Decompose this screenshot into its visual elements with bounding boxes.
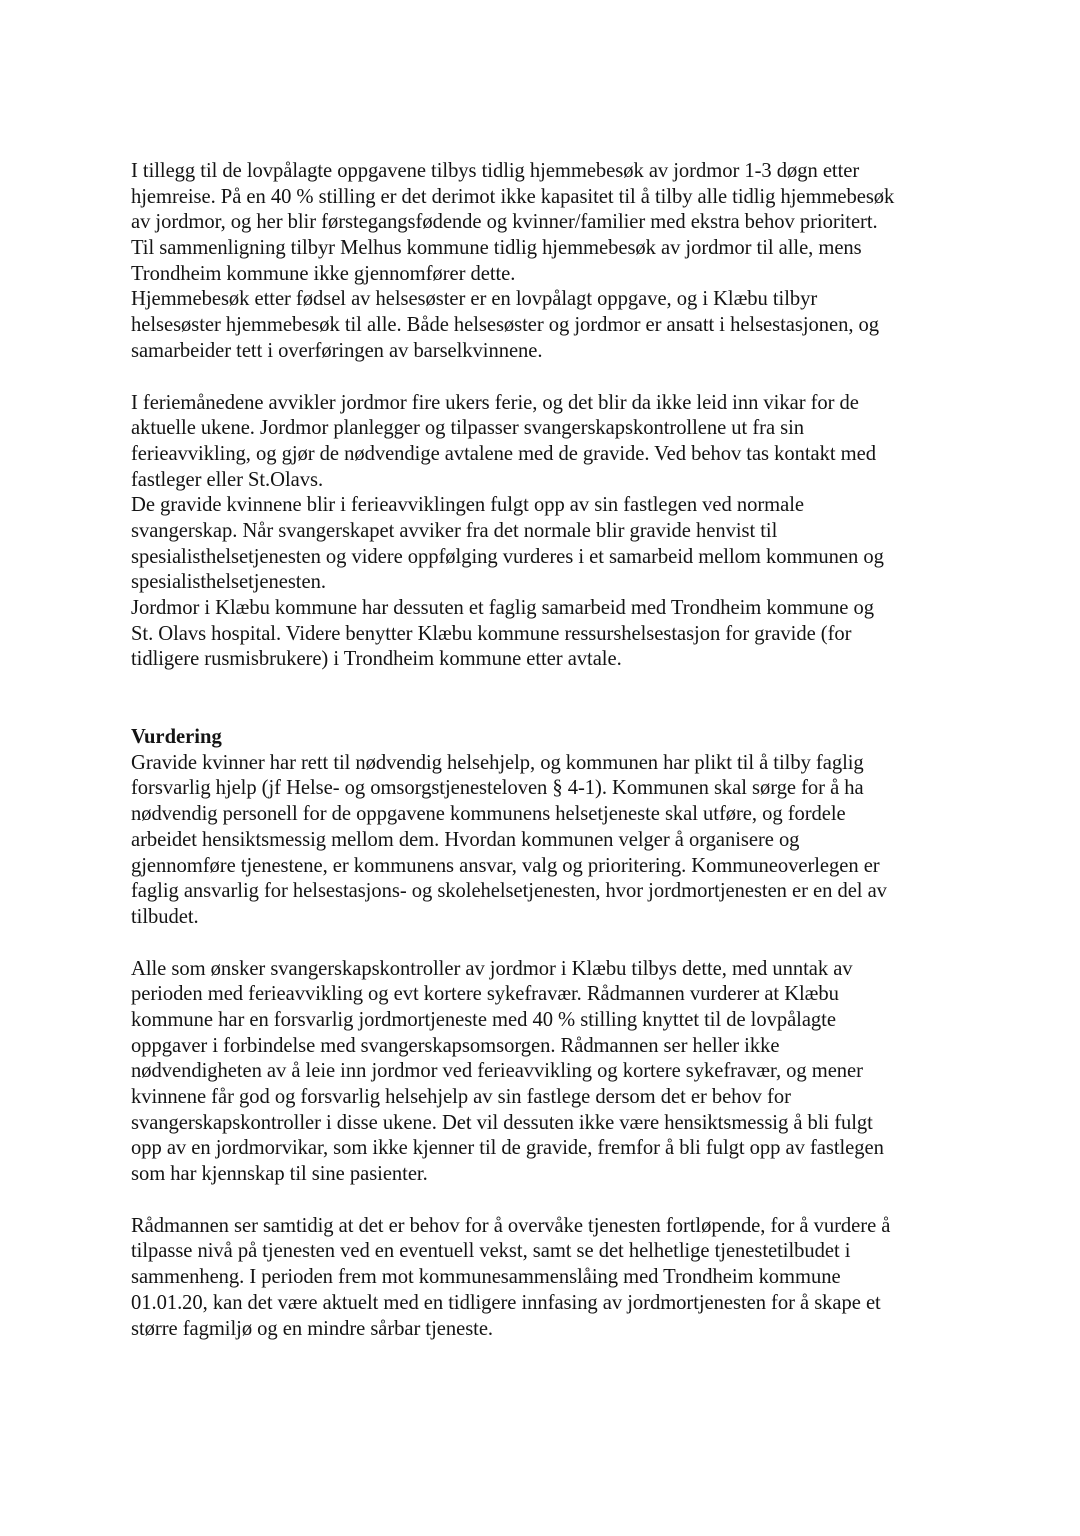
document-body xyxy=(131,159,961,1342)
text-line: nødvendigheten av å leie inn jordmor ved ferieavvikling og kortere sykefravær, og mener xyxy=(131,1060,863,1083)
text-line: av jordmor, og her blir førstegangsfødende og kvinner/familier med ekstra behov prioritert. xyxy=(131,211,878,234)
text-line: De gravide kvinnene blir i ferieavviklingen fulgt opp av sin fastlegen ved normale xyxy=(131,494,804,517)
paragraph-monitoring xyxy=(131,1214,961,1342)
paragraph-holiday xyxy=(131,391,961,674)
text-line: nødvendig personell for de oppgavene kommunens helsetjeneste skal utføre, og fordele xyxy=(131,803,846,826)
text-line: fastleger eller St.Olavs. xyxy=(131,468,324,491)
text-line: I tillegg til de lovpålagte oppgavene tilbys tidlig hjemmebesøk av jordmor 1-3 døgn etter xyxy=(131,160,860,182)
text-line: svangerskap. Når svangerskapet avviker fra det normale blir gravide henvist til xyxy=(131,519,778,542)
text-line: tilpasse nivå på tjenesten ved en eventuell vekst, samt se det helhetlige tjenestetilbudet i xyxy=(131,1240,851,1263)
text-line: St. Olavs hospital. Videre benytter Klæbu kommune ressurshelsestasjon for gravide (for xyxy=(131,622,852,645)
text-line: samarbeider tett i overføringen av barselkvinnene. xyxy=(131,339,543,362)
text-line: kvinnene får god og forsvarlig helsehjelp av sin fastlege dersom det er behov for xyxy=(131,1086,791,1108)
paragraph-assessment xyxy=(131,751,961,931)
text-line: arbeidet hensiktsmessig mellom dem. Hvordan kommunen velger å organisere og xyxy=(131,828,800,851)
text-line: faglig ansvarlig for helsestasjons- og skolehelsetjenesten, hvor jordmortjenesten er en del av xyxy=(131,880,887,903)
section-gap xyxy=(131,673,961,725)
text-line: svangerskapskontroller i disse ukene. Det vil dessuten ikke være hensiktsmessig å bli fulgt xyxy=(131,1111,873,1134)
section-heading-vurdering: Vurdering xyxy=(131,726,222,749)
text-line: Jordmor i Klæbu kommune har dessuten et faglig samarbeid med Trondheim kommune og xyxy=(131,597,874,619)
paragraph-gap xyxy=(131,931,961,957)
text-line: som har kjennskap til sine pasienter. xyxy=(131,1163,428,1186)
text-line: perioden med ferieavvikling og evt kortere sykefravær. Rådmannen vurderer at Klæbu xyxy=(131,983,839,1006)
paragraph-gap xyxy=(131,365,961,391)
text-line: kommune har en forsvarlig jordmortjeneste med 40 % stilling knyttet til de lovpålagte xyxy=(131,1008,836,1031)
text-line: I feriemånedene avvikler jordmor fire ukers ferie, og det blir da ikke leid inn vikar for de xyxy=(131,391,859,414)
text-line: tidligere rusmisbrukere) i Trondheim kommune etter avtale. xyxy=(131,648,622,671)
text-line: hjemreise. På en 40 % stilling er det derimot ikke kapasitet til å tilby alle tidlig hjemmebesøk xyxy=(131,185,895,208)
text-line: gjennomføre tjenestene, er kommunens ansvar, valg og prioritering. Kommuneoverlegen er xyxy=(131,854,880,877)
text-line: Gravide kvinner har rett til nødvendig helsehjelp, og kommunen har plikt til å tilby faglig xyxy=(131,751,864,774)
text-line: Til sammenligning tilbyr Melhus kommune tidlig hjemmebesøk av jordmor til alle, mens xyxy=(131,237,862,260)
text-line: Rådmannen ser samtidig at det er behov for å overvåke tjenesten fortløpende, for å vurdere å xyxy=(131,1214,891,1237)
text-line: ferieavvikling, og gjør de nødvendige avtalene med de gravide. Ved behov tas kontakt med xyxy=(131,442,876,465)
text-line: Alle som ønsker svangerskapskontroller av jordmor i Klæbu tilbys dette, med unntak av xyxy=(131,957,853,980)
text-line: 01.01.20, kan det være aktuelt med en tidligere innfasing av jordmortjenesten for å skape et xyxy=(131,1291,881,1314)
text-line: større fagmiljø og en mindre sårbar tjeneste. xyxy=(131,1317,494,1340)
text-line: sammenheng. I perioden frem mot kommunesammenslåing med Trondheim kommune xyxy=(131,1266,841,1289)
paragraph-home-visits xyxy=(131,159,961,365)
text-line: aktuelle ukene. Jordmor planlegger og tilpasser svangerskapskontrollene ut fra sin xyxy=(131,417,805,440)
paragraph-gap xyxy=(131,1188,961,1214)
text-line: helsesøster hjemmebesøk til alle. Både helsesøster og jordmor er ansatt i helsestasjonen, og xyxy=(131,314,880,337)
text-line: opp av en jordmorvikar, som ikke kjenner til de gravide, fremfor å bli fulgt opp av fastlegen xyxy=(131,1137,884,1160)
text-line: tilbudet. xyxy=(131,905,199,928)
text-line: oppgaver i forbindelse med svangerskapsomsorgen. Rådmannen ser heller ikke xyxy=(131,1034,780,1057)
text-line: Hjemmebesøk etter fødsel av helsesøster er en lovpålagt oppgave, og i Klæbu tilbyr xyxy=(131,288,818,311)
text-line: spesialisthelsetjenesten. xyxy=(131,571,326,594)
text-line: forsvarlig hjelp (jf Helse- og omsorgstjenesteloven § 4-1). Kommunen skal sørge for å ha xyxy=(131,777,864,800)
text-line: Trondheim kommune ikke gjennomfører dette. xyxy=(131,262,516,285)
text-line: spesialisthelsetjenesten og videre oppfølging vurderes i et samarbeid mellom kommunen og xyxy=(131,545,884,568)
paragraph-conclusion xyxy=(131,957,961,1188)
